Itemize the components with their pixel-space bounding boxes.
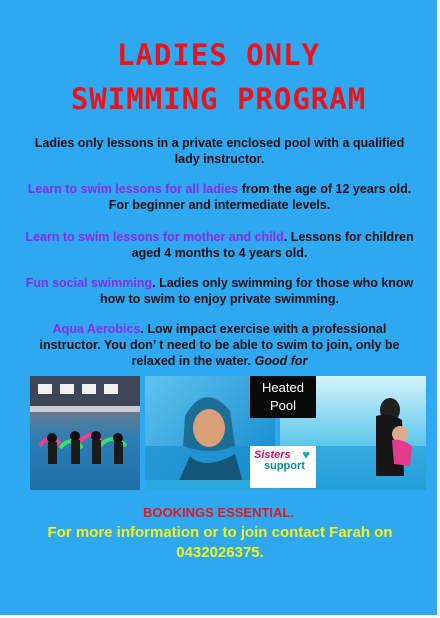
badge-line-2: Pool	[269, 398, 297, 413]
section-heading: Learn to swim lessons for all ladies	[27, 182, 239, 196]
section-text: . Ladies only swimming for those who know how to swim to enjoy private swimming.	[100, 276, 414, 306]
logo-line-2: support	[264, 460, 305, 472]
title-line-2: SWIMMING PROGRAM	[70, 82, 367, 116]
section-italic-text: Good for	[254, 354, 308, 368]
logo-line-1: Sisters	[254, 449, 291, 461]
section-text: . Lessons for children aged 4 months to 4 years old.	[131, 230, 414, 260]
section-social-swimming	[22, 275, 417, 307]
photo-strip	[30, 376, 426, 490]
section-learn-to-swim	[22, 181, 417, 213]
section-text: . Low impact exercise with a professional instructor. You don’ t need to be able to swim to join, only be relaxed in the water.	[39, 322, 400, 368]
heated-pool-badge	[250, 376, 316, 418]
aqua-aerobics-photo	[30, 376, 140, 490]
badge-line-1: Heated	[262, 380, 304, 395]
heart-icon: ♥	[302, 447, 310, 462]
section-mother-child	[22, 229, 417, 261]
intro-text: Ladies only lessons in a private enclosed pool with a qualified lady instructor.	[34, 136, 405, 166]
sisters-support-logo	[250, 446, 316, 488]
contact-info: For more information or to join contact Farah on 0432026375.	[47, 524, 393, 561]
bookings-notice: BOOKINGS ESSENTIAL.	[143, 505, 294, 520]
section-heading: Aqua Aerobics	[52, 322, 141, 336]
title-line-1: LADIES ONLY	[116, 38, 321, 72]
section-text: from the age of 12 years old. For beginner and intermediate levels.	[108, 182, 412, 212]
section-aqua-aerobics	[22, 321, 417, 369]
section-heading: Fun social swimming	[25, 276, 153, 290]
section-heading: Learn to swim lessons for mother and child	[25, 230, 284, 244]
